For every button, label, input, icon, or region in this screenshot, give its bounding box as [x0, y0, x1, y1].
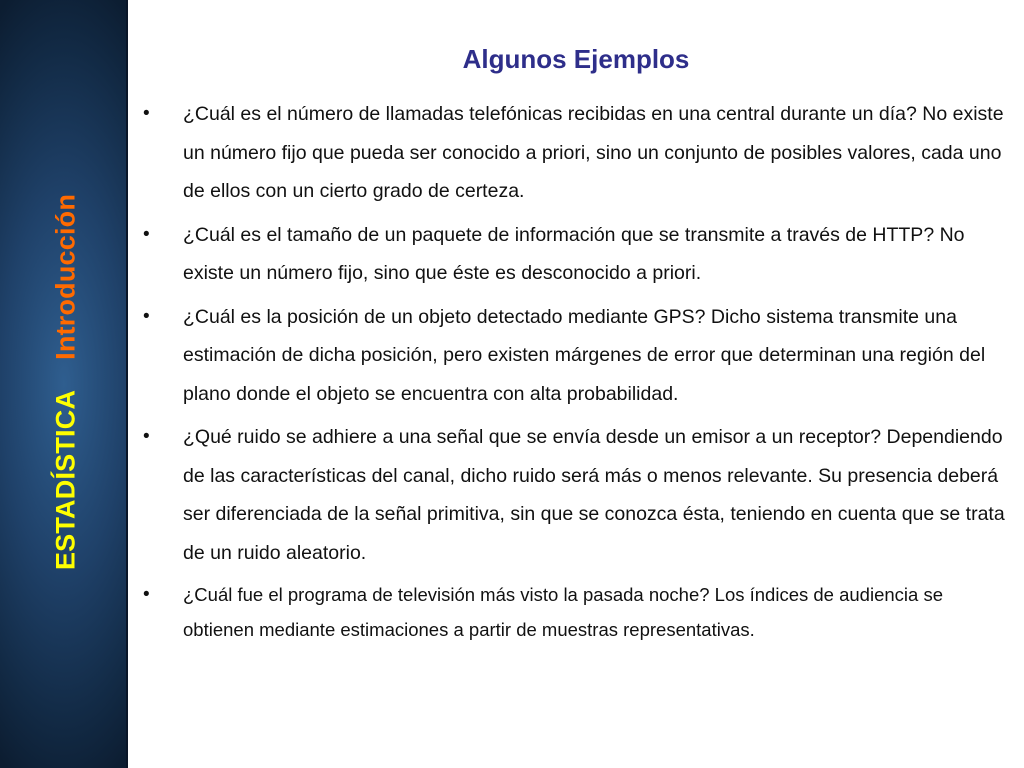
section-subtitle: Introducción	[50, 193, 81, 360]
list-item	[141, 298, 1016, 414]
vertical-section-title	[51, 194, 82, 570]
bullet-text: ¿Qué ruido se adhiere a una señal que se envía desde un emisor a un receptor? Dependiendo de las características del canal, dicho ruido será más o menos relevante. Su presencia deberá ser diferenciada de la señal primitiva, sin que se conozca ésta, teniendo en cuenta que se trata de un ruido aleatorio.	[183, 426, 1005, 564]
bullet-icon: •	[143, 103, 150, 124]
slide-title: Algunos Ejemplos	[462, 44, 690, 74]
examples-list	[141, 95, 1016, 652]
bullet-icon: •	[143, 426, 150, 447]
list-item	[141, 418, 1016, 572]
list-item	[141, 95, 1016, 211]
bullet-icon: •	[143, 305, 150, 327]
sidebar-divider	[126, 0, 128, 768]
bullet-text: ¿Cuál es la posición de un objeto detectado mediante GPS? Dicho sistema transmite una estimación de dicha posición, pero existen márgenes de error que determinan una región del plano donde el objeto se encuentra con alta probabilidad.	[183, 305, 986, 405]
bullet-text: ¿Cuál es el número de llamadas telefónicas recibidas en una central durante un día? No existe un número fijo que pueda ser conocido a priori, sino un conjunto de posibles valores, cada uno de ellos con un cierto grado de certeza.	[183, 103, 1004, 202]
bullet-icon: •	[143, 223, 150, 245]
list-item	[141, 216, 1016, 293]
list-item	[141, 577, 1016, 647]
bullet-text: ¿Cuál es el tamaño de un paquete de información que se transmite a través de HTTP? No existe un número fijo, sino que éste es desconocido a priori.	[183, 223, 965, 284]
bullet-icon: •	[143, 584, 150, 605]
bullet-text: ¿Cuál fue el programa de televisión más visto la pasada noche? Los índices de audiencia se obtienen mediante estimaciones a partir de muestras representativas.	[183, 584, 943, 640]
course-title: ESTADÍSTICA	[50, 389, 81, 571]
